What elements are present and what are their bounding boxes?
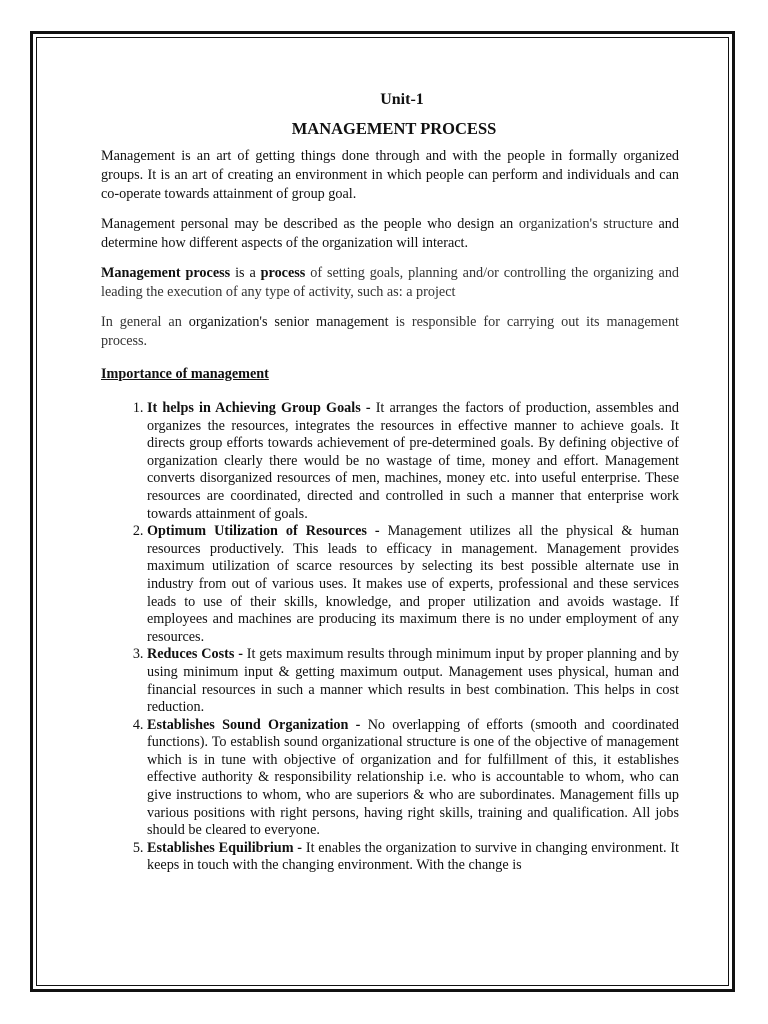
unit-label: Unit-1	[380, 91, 424, 108]
list-item-title: It helps in Achieving Group Goals -	[147, 400, 376, 416]
list-item-title: Optimum Utilization of Resources -	[147, 523, 388, 540]
list-item	[147, 400, 679, 523]
section-heading: Importance of management	[101, 366, 269, 382]
importance-list	[101, 400, 679, 875]
paragraph-2-end: and determine how different aspects of the organization will interact.	[101, 216, 679, 251]
list-item-text: It gets maximum results through minimum input by proper planning and by using minimum input & getting maximum output. Management uses physical, human and financial resources in such a manner which results in best combination. This helps in cost reduction.	[147, 646, 679, 716]
list-item-text: Management utilizes all the physical & human resources productively. This leads to efficacy in management. Management provides maximum utilization of scarce resources by selecting its best possible alternate use in industry from out of various uses. It makes use of experts, professional and these services leads to use of their skills, knowledge, and proper utilization and avoids wastage. If employees and machines are producing its maximum there is no under employment of any resources.	[147, 523, 680, 645]
list-item-text: It arranges the factors of production, assembles and organizes the resources, integrates the resources in effective manner to achieve goals. It directs group efforts towards achievement of pre-determined goals. By defining objective of organization clearly there would be no wastage of time, money and effort. Management converts disorganized resources of men, machines, money etc. into useful enterprise. These resources are coordinated, directed and controlled in such a manner that enterprise work towards attainment of goals.	[147, 400, 679, 522]
paragraph-4-start: In general an	[101, 314, 189, 330]
paragraph-4	[101, 313, 679, 351]
management-process-term: Management process	[101, 265, 231, 281]
list-item-text: No overlapping of efforts (smooth and coordinated functions). To establish sound organizational structure is one of the objective of management which is in tune with objective of organization and for fulfillment of this, it establishes effective authority & responsibility relationship i.e. who is accountable to whom, who can give instructions to whom, who are superiors & who are subordinates. Management fills up various positions with right persons, having right skills, training and qualification. All jobs should be cleared to everyone.	[147, 716, 679, 839]
document-body	[101, 84, 679, 875]
paragraph-3	[101, 264, 679, 302]
list-item	[147, 646, 679, 716]
list-item	[147, 523, 679, 646]
paragraph-3-rest: of setting goals, planning and/or controlling the organizing and leading the execution of any type of activity, such as: a project	[101, 265, 680, 300]
paragraph-4-end: is responsible for carrying out its management process.	[101, 314, 679, 349]
paragraph-2-start: Management personal may be described as the people who design an	[101, 216, 519, 232]
process-term: process	[260, 265, 306, 281]
organization-structure-link[interactable]: organization's structure	[518, 216, 653, 232]
paragraph-2	[101, 215, 679, 253]
paragraph-3-mid: is a	[230, 265, 261, 281]
list-item-title: Establishes Sound Organization -	[147, 716, 368, 733]
list-item	[147, 717, 679, 840]
list-item-text: It enables the organization to survive in changing environment. It keeps in touch with the changing environment. With the change is	[147, 839, 679, 874]
paragraph-1: Management is an art of getting things done through and with the people in formally organized groups. It is an art of creating an environment in which people can perform and individuals and can co-operate towards attainment of group goal.	[101, 148, 679, 202]
senior-management-link[interactable]: organization's senior management	[188, 314, 389, 330]
list-item-title: Establishes Equilibrium -	[147, 839, 306, 856]
document-title: MANAGEMENT PROCESS	[291, 119, 497, 138]
list-item	[147, 840, 679, 875]
list-item-title: Reduces Costs -	[147, 646, 247, 663]
